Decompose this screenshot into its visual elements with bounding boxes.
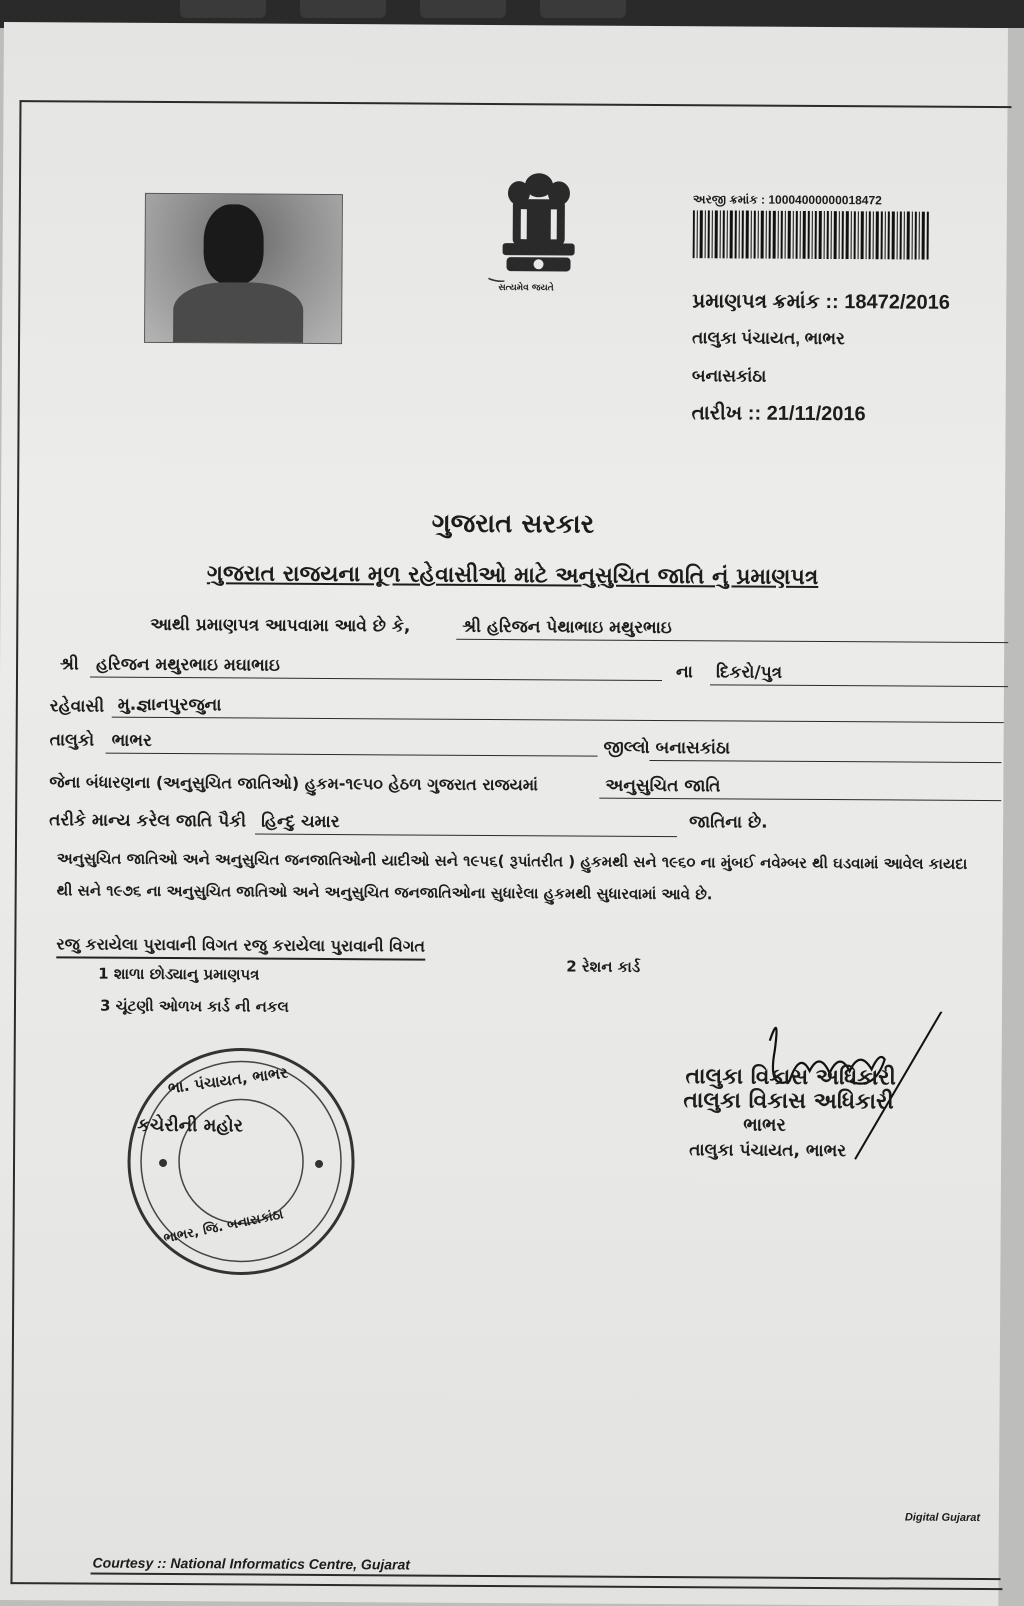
application-number: અરજી ક્રમાંક : 10004000000018472 bbox=[692, 192, 882, 208]
digital-gujarat-mark: Digital Gujarat bbox=[904, 1511, 981, 1524]
father-name: હરિજન મથુરભાઇ મઘાભાઇ bbox=[90, 655, 662, 681]
taluka: ભાભર bbox=[106, 731, 598, 757]
intro-text: આથી પ્રમાણપત્ર આપવામા આવે છે કે, bbox=[150, 614, 411, 637]
relation: દિકરો/પુત્ર bbox=[710, 662, 1008, 687]
village: મુ.જ્ઞાનપુરજુના bbox=[112, 695, 1004, 723]
seal-bottom-text: ભાભર, જિ. બનાસકાંઠા bbox=[162, 1207, 285, 1247]
district: બનાસકાંઠા bbox=[649, 738, 1001, 763]
emblem-motto: સત્યમેવ જયતે bbox=[498, 283, 554, 294]
seal-outer-text: ભા. પંચાયત, ભાભર bbox=[166, 1063, 289, 1098]
applicant-photo bbox=[144, 193, 343, 344]
signatory-title: તાલુકા વિકાસ અધિકારી bbox=[685, 1064, 896, 1091]
document-item: 3 ચૂંટણી ઓળખ કાર્ડ ની નકલ bbox=[99, 996, 289, 1016]
certificate-paper bbox=[0, 22, 1008, 1606]
resident-label: રહેવાસી bbox=[49, 696, 105, 717]
issue-date: તારીખ :: 21/11/2016 bbox=[691, 402, 866, 426]
keyboard-key bbox=[300, 0, 386, 18]
issuing-office: તાલુકા પંચાયત, ભાભર bbox=[692, 328, 845, 349]
keyboard-key bbox=[180, 0, 266, 18]
recognized-label: તરીકે માન્ય કરેલ જાતિ પૈકી bbox=[49, 810, 247, 832]
issuing-district: બનાસકાંઠા bbox=[691, 366, 767, 386]
state-emblem-icon bbox=[488, 163, 589, 294]
district-label: જીલ્લો bbox=[603, 737, 650, 758]
document-item: 2 રેશન કાર્ડ bbox=[566, 957, 641, 976]
category: અનુસુચિત જાતિ bbox=[599, 776, 1001, 801]
signatory-place: ભાભર bbox=[743, 1114, 786, 1136]
barcode bbox=[693, 210, 931, 259]
order-text: જેના બંધારણના (અનુસુચિત જાતિઓ) હુકમ-૧૯૫૦ હેઠળ ગુજરાત રાજયમાં bbox=[49, 772, 539, 795]
government-title: ગુજરાત સરકાર bbox=[431, 508, 595, 540]
signatory-office: તાલુકા પંચાયત, ભાભર bbox=[689, 1140, 847, 1162]
father-prefix: શ્રી bbox=[60, 654, 79, 675]
certificate-title: ગુજરાત રાજયના મૂળ રહેવાસીઓ માટે અનુસુચિત જાતિ નું પ્રમાણપત્ર bbox=[206, 561, 819, 590]
relation-prefix: ના bbox=[675, 662, 693, 683]
certificate-number: પ્રમાણપત્ર ક્રમાંક :: 18472/2016 bbox=[692, 290, 951, 314]
document-item: 1 શાળા છોડ્યાનુ પ્રમાણપત્ર bbox=[98, 964, 260, 984]
keyboard-key bbox=[540, 0, 626, 18]
documents-heading: રજુ કરાયેલા પુરાવાની વિગત રજુ કરાયેલા પુરાવાની વિગત bbox=[56, 934, 425, 960]
taluka-label: તાલુકો bbox=[49, 730, 95, 751]
applicant-name: શ્રી હરિજન પેથાભાઇ મથુરભાઇ bbox=[456, 617, 1008, 643]
caste-suffix: જાતિના છે. bbox=[689, 812, 768, 833]
caste: હિન્દુ ચમાર bbox=[255, 812, 677, 838]
seal-center-text: કચેરીની મહોર bbox=[137, 1114, 244, 1137]
signatory-title-stamp: તાલુકા વિકાસ અધિકારી bbox=[683, 1088, 894, 1115]
legal-paragraph: અનુસુચિત જાતિઓ અને અનુસુચિત જનજાતિઓની યાદીઓ સને ૧૯૫૬( રૂપાંતરીત ) હુકમથી સને ૧૯૬૦ ના મુંબઈ નવેમ્બર થી ઘડવામાં આવેલ કાયદા થી સને ૧૯૭૬ ના અનુસુચિત જાતિઓ અને અનુસુચિત જનજાતિઓના સુધારેલા હુકમથી સુધારવામાં આવે છે. bbox=[56, 849, 968, 904]
keyboard-key bbox=[420, 0, 506, 18]
courtesy-note: Courtesy :: National Informatics Centre, Gujarat bbox=[92, 1554, 411, 1573]
